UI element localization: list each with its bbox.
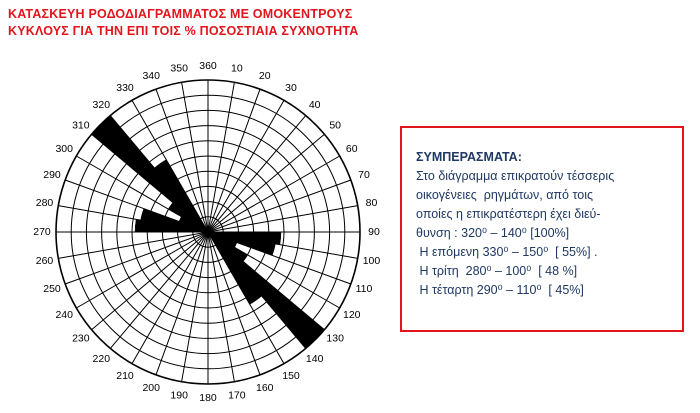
conclusions-box [400, 126, 684, 332]
angle-tick-label: 60 [345, 143, 358, 155]
angle-tick-label: 190 [170, 389, 188, 402]
angle-tick-label: 110 [355, 282, 373, 295]
angle-tick-label: 260 [35, 254, 54, 267]
angle-tick-label: 220 [92, 353, 111, 366]
angle-tick-label: 20 [258, 70, 271, 83]
angle-tick-label: 360 [199, 60, 217, 72]
angle-tick-label: 80 [365, 197, 378, 210]
angle-tick-label: 140 [305, 353, 324, 366]
angle-tick-label: 30 [285, 82, 297, 95]
angle-tick-label: 290 [43, 169, 61, 182]
conclusions-line: οικογένειες ρηγμάτων, από τοις [416, 188, 593, 202]
angle-tick-label: 300 [55, 143, 74, 155]
conclusions-line: θυνση : 320⁰ – 140⁰ [100%] [416, 226, 570, 240]
conclusions-heading: ΣΥΜΠΕΡΑΣΜΑΤΑ: [416, 150, 522, 164]
angle-tick-label: 10 [230, 62, 243, 75]
angle-tick-label: 210 [116, 369, 134, 382]
angle-tick-label: 320 [92, 98, 111, 111]
angle-tick-label: 230 [72, 332, 90, 345]
angle-tick-label: 120 [342, 309, 361, 321]
conclusions-line: Στο διάγραμμα επικρατούν τέσσερις [416, 169, 615, 183]
angle-tick-label: 280 [35, 197, 54, 210]
conclusions-line: Η τρίτη 280⁰ – 100⁰ [ 48 %] [416, 264, 578, 278]
angle-tick-label: 180 [199, 392, 217, 404]
angle-tick-label: 270 [33, 226, 51, 238]
angle-tick-label: 90 [368, 226, 380, 238]
angle-tick-label: 340 [142, 70, 160, 83]
angle-tick-label: 160 [256, 381, 274, 394]
title-line-1: ΚΑΤΑΣΚΕΥΗ ΡΟΔΟΔΙΑΓΡΑΜΜΑΤΟΣ ΜΕ ΟΜΟΚΕΝΤΡΟΥΣ [8, 7, 353, 21]
angle-tick-label: 170 [228, 389, 246, 402]
angle-tick-label: 350 [170, 62, 188, 75]
angle-tick-label: 330 [116, 82, 134, 95]
angle-tick-label: 50 [329, 119, 342, 132]
angle-tick-label: 310 [72, 119, 90, 132]
angle-tick-label: 250 [43, 282, 61, 295]
angle-tick-label: 130 [326, 332, 344, 345]
title-line-2: ΚΥΚΛΟΥΣ ΓΙΑ ΤΗΝ ΕΠΙ ΤΟΙΣ % ΠΟΣΟΣΤΙΑΙΑ ΣΥΧΝΟΤΗΤΑ [8, 24, 359, 38]
angle-tick-label: 150 [282, 369, 300, 382]
angle-tick-label: 70 [358, 169, 370, 182]
angle-tick-label: 200 [142, 381, 160, 394]
conclusions-line: Η επόμενη 330⁰ – 150⁰ [ 55%] . [416, 245, 598, 259]
conclusions-line: οποίες η επικρατέστερη έχει διεύ- [416, 207, 601, 221]
angle-tick-label: 100 [362, 254, 381, 267]
angle-tick-label: 240 [55, 309, 74, 321]
angle-tick-label: 40 [308, 98, 321, 111]
conclusions-line: Η τέταρτη 290⁰ – 110⁰ [ 45%] [416, 283, 584, 297]
